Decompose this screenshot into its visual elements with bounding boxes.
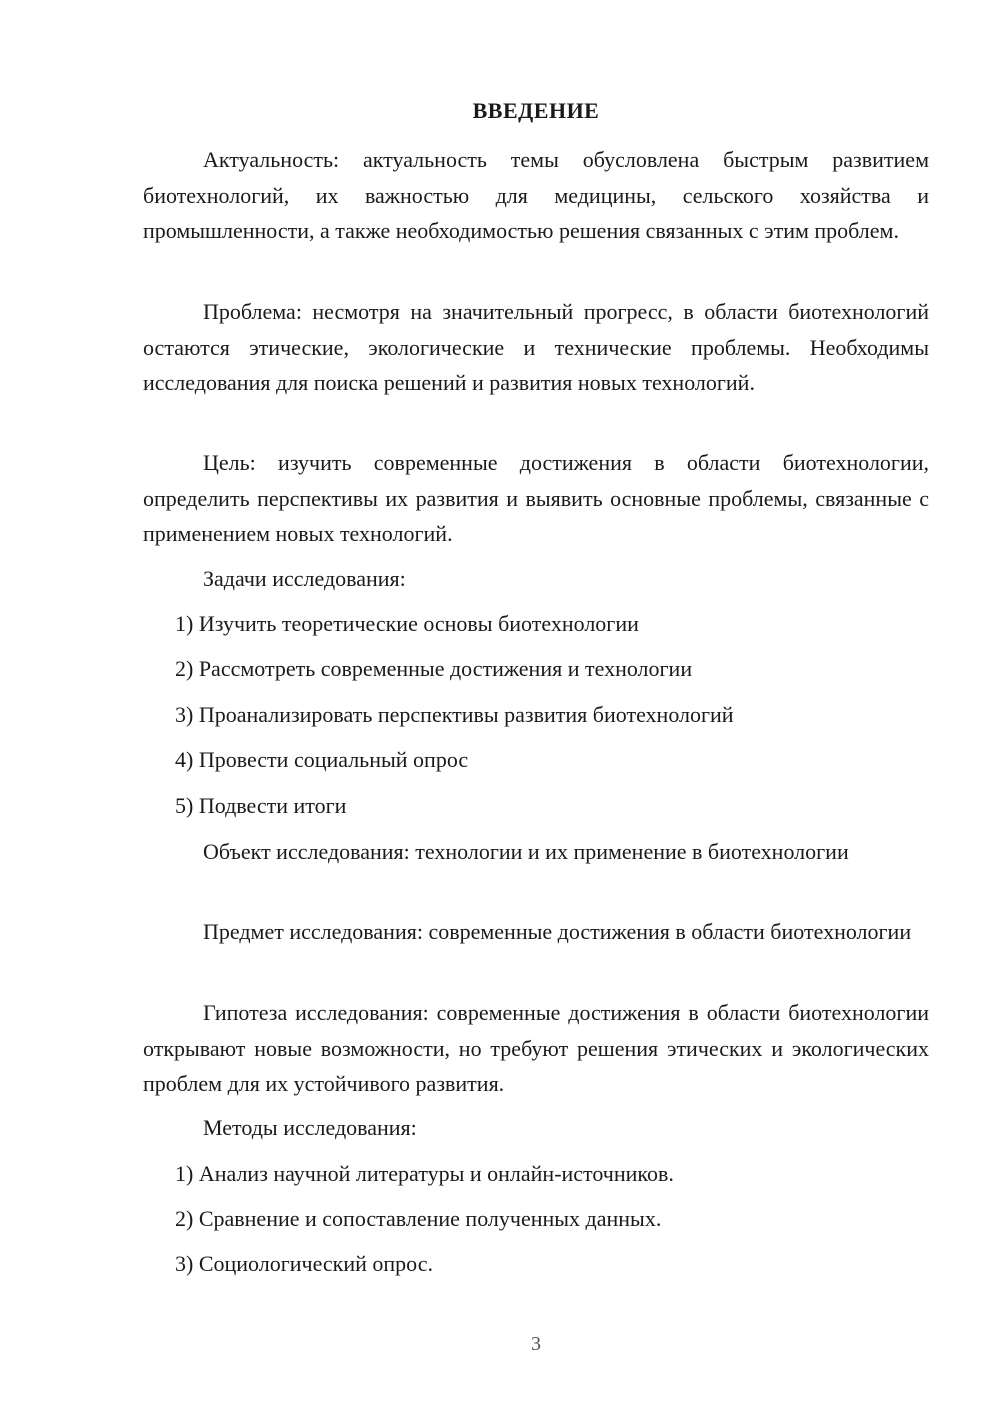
hypothesis-paragraph: Гипотеза исследования: современные достижения в области биотехнологии открывают новые возможности, но требуют решения этических и экологических проблем для их устойчивого развития. xyxy=(143,1000,929,1096)
section-title: ВВЕДЕНИЕ xyxy=(472,98,600,123)
task-item: 2) Рассмотреть современные достижения и технологии xyxy=(175,656,693,681)
task-item: 3) Проанализировать перспективы развития биотехнологий xyxy=(175,702,734,727)
document-page xyxy=(143,0,929,1414)
task-item: 4) Провести социальный опрос xyxy=(175,747,469,772)
page-number: 3 xyxy=(531,1333,541,1355)
tasks-heading: Задачи исследования: xyxy=(203,566,406,591)
object-paragraph: Объект исследования: технологии и их применение в биотехнологии xyxy=(203,839,849,864)
method-item: 1) Анализ научной литературы и онлайн-источников. xyxy=(175,1161,674,1186)
task-item: 5) Подвести итоги xyxy=(175,793,347,818)
goal-paragraph: Цель: изучить современные достижения в области биотехнологии, определить перспективы их развития и выявить основные проблемы, связанные с применением новых технологий. xyxy=(143,450,929,546)
method-item: 2) Сравнение и сопоставление полученных данных. xyxy=(175,1206,662,1231)
subject-paragraph: Предмет исследования: современные достижения в области биотехнологии xyxy=(203,919,912,944)
task-item: 1) Изучить теоретические основы биотехнологии xyxy=(175,611,639,636)
relevance-paragraph: Актуальность: актуальность темы обусловлена быстрым развитием биотехнологий, их важностью для медицины, сельского хозяйства и промышленности, а также необходимостью решения связанных с этим проблем. xyxy=(143,147,929,243)
problem-paragraph: Проблема: несмотря на значительный прогресс, в области биотехнологий остаются этические, экологические и технические проблемы. Необходимы исследования для поиска решений и развития новых технологий. xyxy=(143,299,929,395)
methods-heading: Методы исследования: xyxy=(203,1115,417,1140)
method-item: 3) Социологический опрос. xyxy=(175,1251,433,1276)
